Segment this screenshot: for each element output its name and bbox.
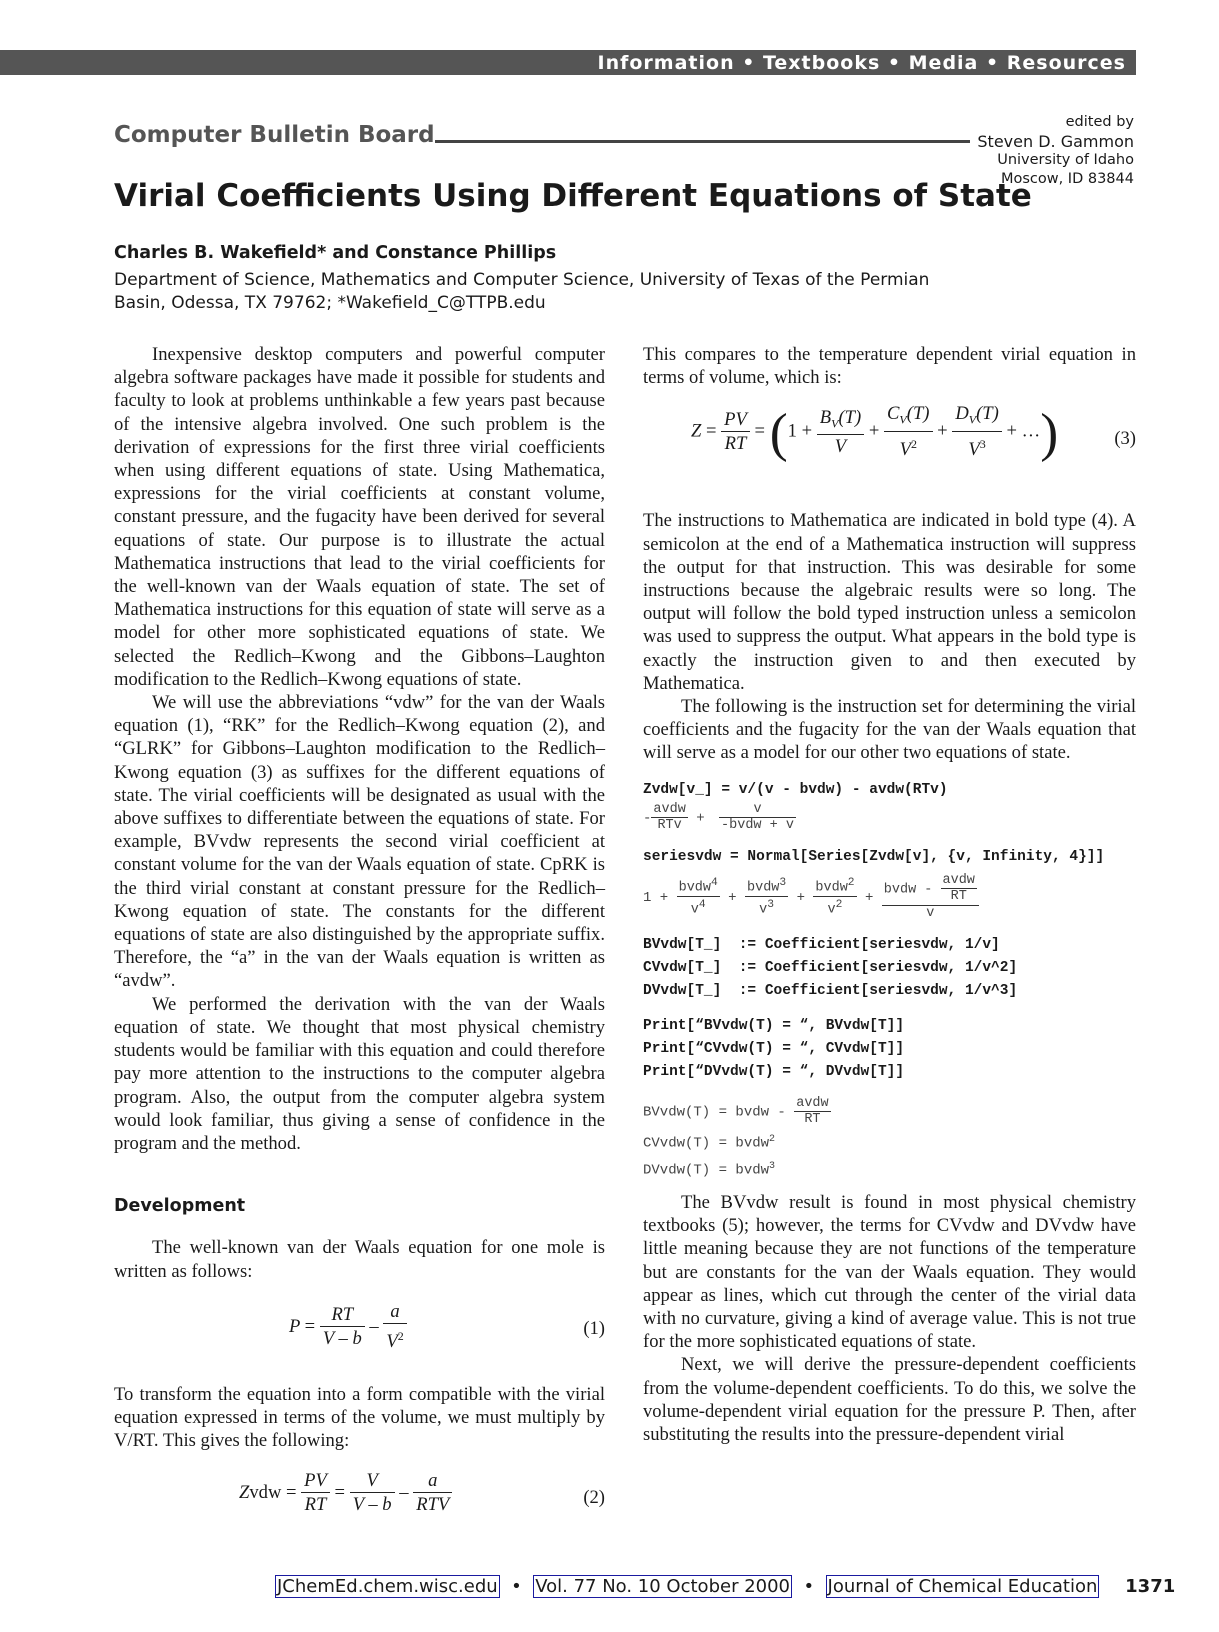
editor-university: University of Idaho [997,152,1134,168]
footer-issue-link[interactable]: Vol. 77 No. 10 October 2000 [535,1576,790,1597]
paragraph: We performed the derivation with the van der Waals equation of state. We thought that most physical chemistry students would be familiar with this equation and could therefore pay more attention to the instructions to the computer algebra program. Also, the output from the computer algebra system would look familiar, thus giving a sense of confidence in the program and the method. [114,993,605,1154]
equation-number: (2) [583,1487,605,1509]
footer-site-link[interactable]: JChemEd.chem.wisc.edu [277,1576,498,1597]
top-nav-bar [0,50,1136,75]
equation-3 [643,399,1136,487]
code-output: - avdw RTv + v -bvdw + v [643,801,794,833]
code-line: Zvdw[v_] = v/(v - bvdw) - avdw(RTv) [643,781,948,798]
paragraph: We will use the abbreviations “vdw” for the van der Waals equation (1), “RK” for the Redlich–Kwong equation (2), and “GLRK” for Gibbons–Laughton modification to the Redlich–Kwong equation (3) as suffixes for the different equations of state. The virial coefficients will be designated as usual with the above suffixes to differentiate between the equations of state. For example, BVvdw represents the second virial coefficient at constant volume for the van der Waals equation of state. CpRK is the third virial constant at constant pressure for the Redlich–Kwong equation of state. The constants for the different equations of state are also distinguished by the appropriate suffix. Therefore, the “a” in the van der Waals equation is written as “avdw”. [114,692,605,992]
code-input [643,934,1136,1003]
paragraph: Inexpensive desktop computers and powerful computer algebra software packages have made it possible for students and faculty to look at problems unthinkable a few years past because of the intensive algebra involved. One such problem is the derivation of expressions for the first three virial coefficients when using different equations of state. Using Mathematica, expressions for the virial coefficients at constant volume, constant pressure, and the fugacity have been derived for several equations of state. Our purpose is to illustrate the actual Mathematica instructions that lead to the virial coefficients for the well-known van der Waals equation of state. The set of Mathematica instructions for this equation of state will serve as a model for other more sophisticated equations of state. We selected the Redlich–Kwong and the Gibbons–Laughton modification to the Redlich–Kwong equations of state. [114,344,605,690]
equation-1-body: P = $\frac{RT}{V - b}$ – $\frac{a}{V^2}$ [289,1301,407,1354]
equation-1 [114,1295,605,1367]
code-input [643,779,1136,802]
paragraph: To transform the equation into a form compatible with the virial equation expressed in terms of the volume, we must multiply by V/RT. This gives the following: [114,1383,605,1452]
code-block: BVvdw[T_] := Coefficient[seriesvdw, 1/v] CVvdw[T_] := Coefficient[seriesvdw, 1/v^2] DVvdw[T_] := Coefficient[seriesvdw, 1/v^3] [643,936,1018,999]
section-rule [435,140,970,143]
paragraph: Next, we will derive the pressure-dependent coefficients from the volume-dependent coefficients. To do this, we solve the volume-dependent virial equation for the pressure P. Then, after substituting the results into the pressure-dependent virial [643,1354,1136,1445]
top-nav-text[interactable]: Information • Textbooks • Media • Resources [597,52,1126,74]
page-number: 1371 [1125,1576,1176,1597]
equation-number: (3) [1114,428,1136,450]
paragraph: The BVvdw result is found in most physical chemistry textbooks (5); however, the terms for CVvdw and DVvdw have little meaning because they are not functions of the temperature but are constants for the van der Waals equation. They would appear as lines, which cut through the center of the virial data with no curvature, giving a kind of average value. This is not true for the more sophisticated equations of state. [643,1191,1136,1353]
section-title: Computer Bulletin Board [114,122,435,148]
code-input [643,846,1136,869]
code-block: Print[“BVvdw(T) = “, BVvdw[T]] Print[“CVvdw(T) = “, CVvdw[T]] Print[“DVvdw(T) = “, DVvdw[T]] [643,1017,905,1080]
section-heading: Development [114,1196,246,1217]
equation-number: (1) [583,1317,605,1339]
paragraph: The following is the instruction set for determining the virial coefficients and the fugacity for the van der Waals equation that will serve as a model for our other two equations of state. [643,696,1136,764]
paragraph: The instructions to Mathematica are indicated in bold type (4). A semicolon at the end of a Mathematica instruction will suppress the output for that instruction. This was desirable for some instructions because the algebraic results were so long. The output will follow the bold typed instruction unless a semicolon was used to suppress the output. What appears in the bold type is exactly the instruction given to and then executed by Mathematica. [643,510,1136,694]
code-line: seriesvdw = Normal[Series[Zvdw[v], {v, Infinity, 4}]] [643,848,1105,865]
equation-2 [114,1464,605,1536]
article-authors: Charles B. Wakefield* and Constance Phillips [114,243,557,263]
equation-2-body: Zvdw = $\frac{PV}{RT}$ = $\frac{V}{V - b}$ – $\frac{a}{\text{RTV}}$ [239,1470,452,1517]
code-output: 1 + bvdw$^4$ $v^4$ + bvdw$^3$ $v^3$ + bvdw$^2$ $v^2$ + bvdw - avdw RT v [643,873,1136,922]
paragraph: This compares to the temperature dependent virial equation in terms of volume, which is: [643,344,1136,389]
editor-location: Moscow, ID 83844 [1000,171,1134,187]
article-title: Virial Coefficients Using Different Equations of State [114,178,1032,214]
code-input [643,1015,1136,1084]
article-affiliation: Department of Science, Mathematics and Computer Science, University of Texas of the Permian Basin, Odessa, TX 79762; *Wakefield_C@TTPB.edu [114,270,930,313]
code-output: BVvdw(T) = bvdw - avdw RT CVvdw(T) = bvdw$^2$ DVvdw(T) = bvdw$^3$ [643,1095,829,1179]
left-column [114,343,605,1552]
paragraph: The well-known van der Waals equation for one mole is written as follows: [114,1237,605,1282]
footer-journal-link[interactable]: Journal of Chemical Education [827,1576,1098,1597]
editor-line1: edited by [1065,114,1134,130]
footer: JChemEd.chem.wisc.edu • Vol. 77 No. 10 October 2000 • Journal of Chemical Education 1371 [277,1576,1176,1597]
mathematica-session [643,779,1136,1183]
equation-3-body: Z = $\frac{PV}{RT}$ = (1 + $\frac{B_V(T)}{V}$ + $\frac{C_V(T)}{V^2}$ + $\frac{D_V(T)}{V^3}$ + …) [691,402,1059,463]
right-column [643,343,1136,1446]
editor-name: Steven D. Gammon [977,132,1134,151]
